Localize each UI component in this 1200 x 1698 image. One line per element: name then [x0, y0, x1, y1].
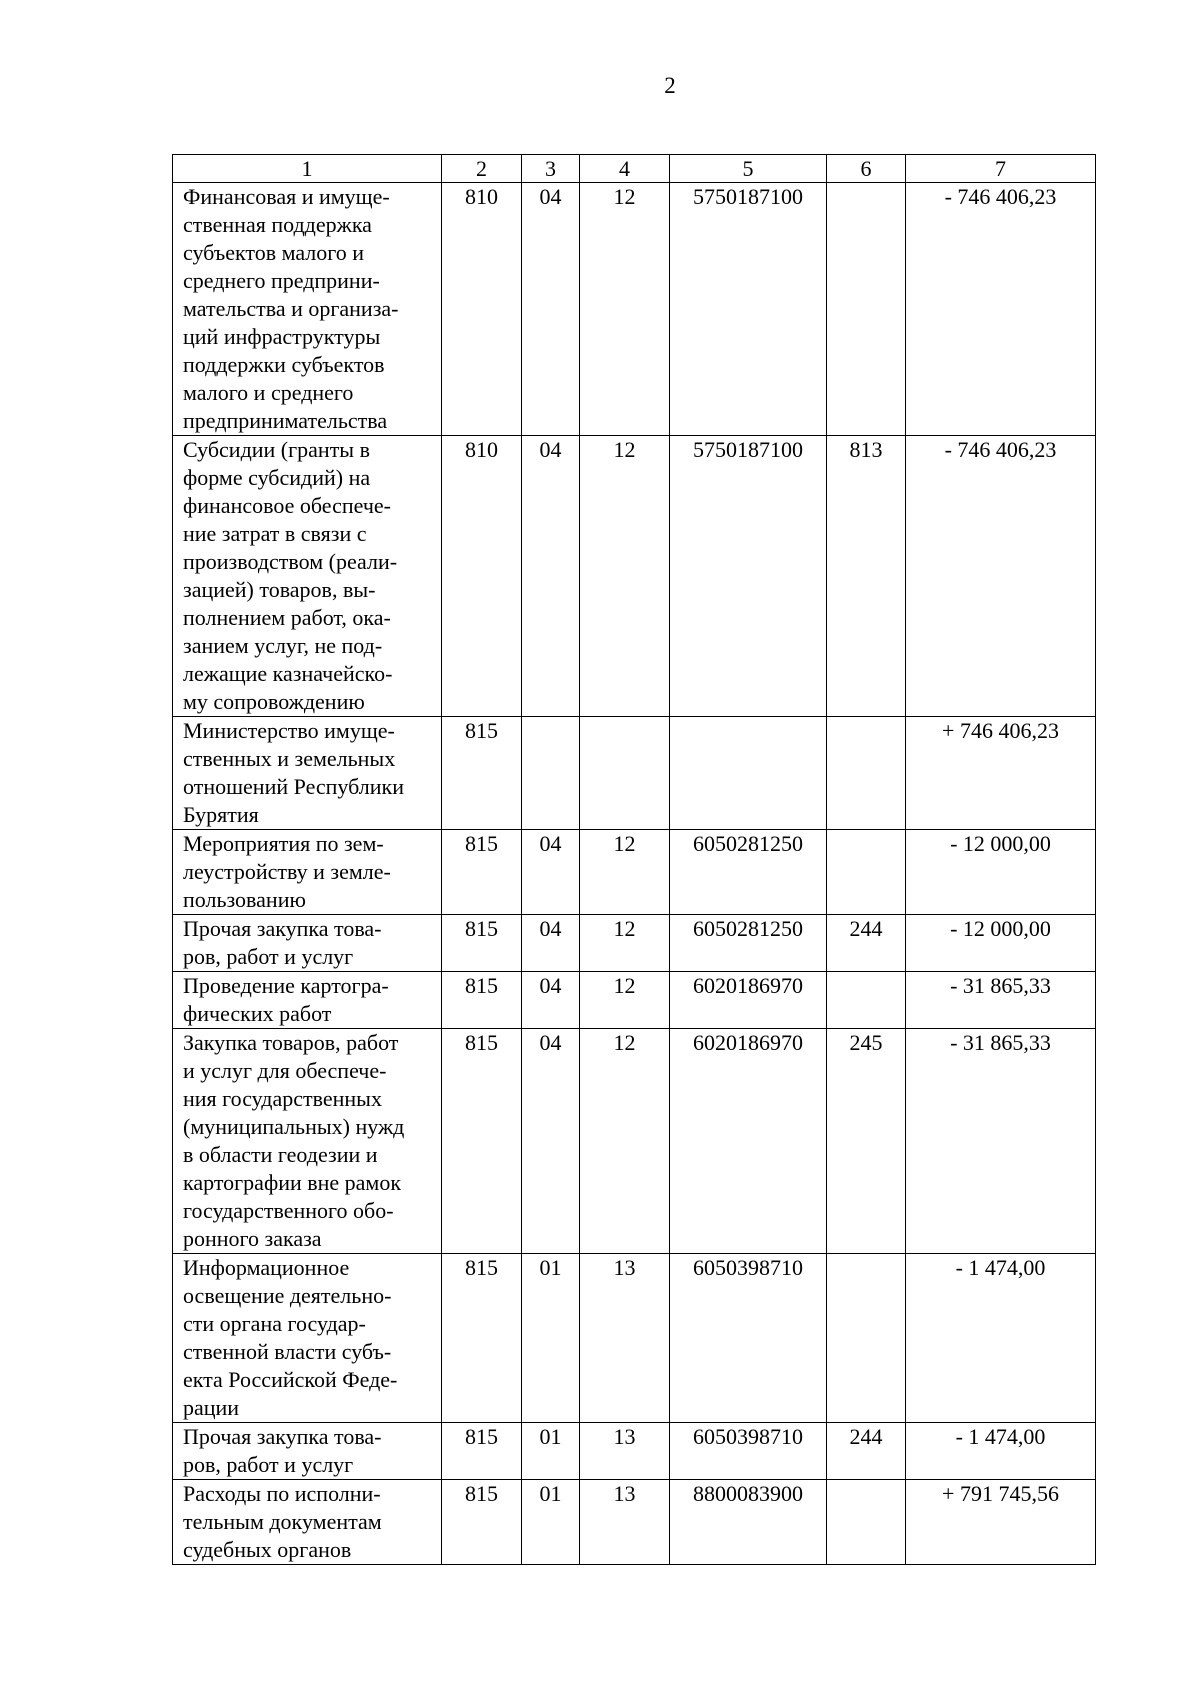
- column-header: 3: [522, 155, 580, 183]
- table-row: [173, 1480, 1096, 1565]
- row-name-line: ственных и земельных: [183, 746, 396, 771]
- admin-code-cell: 815: [442, 915, 522, 972]
- expense-type-code-cell: 245: [827, 1029, 906, 1254]
- row-name-line: ций инфраструктуры: [183, 324, 381, 349]
- target-article-code-cell: 6020186970: [670, 972, 827, 1029]
- table-row: [173, 183, 1096, 436]
- row-name-cell: [173, 436, 442, 717]
- row-name-line: Финансовая и имуще-: [183, 184, 390, 209]
- column-header: 1: [173, 155, 442, 183]
- table-row: [173, 915, 1096, 972]
- row-name-line: Прочая закупка това-: [183, 916, 382, 941]
- table-row: [173, 1029, 1096, 1254]
- row-name-line: отношений Республики: [183, 774, 404, 799]
- table-row: [173, 717, 1096, 830]
- row-name-line: ров, работ и услуг: [183, 944, 354, 969]
- section-code-cell: [522, 717, 580, 830]
- target-article-code-cell: 5750187100: [670, 436, 827, 717]
- section-code-cell: 04: [522, 436, 580, 717]
- subsection-code-cell: [580, 717, 670, 830]
- admin-code-cell: 815: [442, 1254, 522, 1423]
- amount-cell: - 746 406,23: [906, 183, 1096, 436]
- amount-cell: + 746 406,23: [906, 717, 1096, 830]
- row-name-line: и услуг для обеспече-: [183, 1058, 387, 1083]
- row-name-cell: [173, 915, 442, 972]
- target-article-code-cell: 8800083900: [670, 1480, 827, 1565]
- subsection-code-cell: 12: [580, 1029, 670, 1254]
- expense-type-code-cell: [827, 1480, 906, 1565]
- row-name-line: тельным документам: [183, 1509, 382, 1534]
- section-code-cell: 04: [522, 830, 580, 915]
- amount-cell: + 791 745,56: [906, 1480, 1096, 1565]
- subsection-code-cell: 12: [580, 830, 670, 915]
- row-name-line: сти органа государ-: [183, 1311, 366, 1336]
- table-row: [173, 972, 1096, 1029]
- amount-cell: - 12 000,00: [906, 830, 1096, 915]
- row-name-line: (муниципальных) нужд: [183, 1114, 405, 1139]
- section-code-cell: 01: [522, 1254, 580, 1423]
- row-name-line: Мероприятия по зем-: [183, 831, 384, 856]
- row-name-line: производством (реали-: [183, 549, 398, 574]
- row-name-line: картографии вне рамок: [183, 1170, 402, 1195]
- target-article-code-cell: 5750187100: [670, 183, 827, 436]
- table-body: [173, 183, 1096, 1565]
- row-name-cell: [173, 1029, 442, 1254]
- row-name-line: Субсидии (гранты в: [183, 437, 370, 462]
- target-article-code-cell: 6050281250: [670, 830, 827, 915]
- row-name-line: Министерство имуще-: [183, 718, 395, 743]
- section-code-cell: 01: [522, 1423, 580, 1480]
- row-name-line: ние затрат в связи с: [183, 521, 367, 546]
- subsection-code-cell: 13: [580, 1423, 670, 1480]
- row-name-line: ронного заказа: [183, 1226, 322, 1251]
- target-article-code-cell: 6050281250: [670, 915, 827, 972]
- row-name-line: лежащие казначейско-: [183, 661, 393, 686]
- amount-cell: - 31 865,33: [906, 1029, 1096, 1254]
- column-header: 2: [442, 155, 522, 183]
- row-name-cell: [173, 830, 442, 915]
- row-name-line: ственная поддержка: [183, 212, 372, 237]
- subsection-code-cell: 12: [580, 183, 670, 436]
- subsection-code-cell: 13: [580, 1254, 670, 1423]
- row-name-line: Проведение картогра-: [183, 973, 389, 998]
- amount-cell: - 1 474,00: [906, 1423, 1096, 1480]
- row-name-line: зацией) товаров, вы-: [183, 577, 376, 602]
- expense-type-code-cell: [827, 183, 906, 436]
- target-article-code-cell: 6050398710: [670, 1254, 827, 1423]
- subsection-code-cell: 12: [580, 915, 670, 972]
- expense-type-code-cell: [827, 830, 906, 915]
- expense-type-code-cell: [827, 972, 906, 1029]
- expense-type-code-cell: [827, 1254, 906, 1423]
- section-code-cell: 04: [522, 972, 580, 1029]
- expense-type-code-cell: [827, 717, 906, 830]
- row-name-line: Расходы по исполни-: [183, 1481, 381, 1506]
- amount-cell: - 1 474,00: [906, 1254, 1096, 1423]
- row-name-line: Информационное: [183, 1255, 350, 1280]
- page-number: 2: [664, 73, 676, 98]
- row-name-line: леустройству и земле-: [183, 859, 391, 884]
- admin-code-cell: 815: [442, 1480, 522, 1565]
- section-code-cell: 01: [522, 1480, 580, 1565]
- target-article-code-cell: [670, 717, 827, 830]
- row-name-line: ственной власти субъ-: [183, 1339, 392, 1364]
- section-code-cell: 04: [522, 1029, 580, 1254]
- row-name-line: ния государственных: [183, 1086, 382, 1111]
- amount-cell: - 746 406,23: [906, 436, 1096, 717]
- column-header: 6: [827, 155, 906, 183]
- target-article-code-cell: 6020186970: [670, 1029, 827, 1254]
- row-name-line: субъектов малого и: [183, 240, 365, 265]
- row-name-line: пользованию: [183, 887, 306, 912]
- row-name-line: Прочая закупка това-: [183, 1424, 382, 1449]
- section-code-cell: 04: [522, 183, 580, 436]
- row-name-line: ров, работ и услуг: [183, 1452, 354, 1477]
- row-name-line: мательства и организа-: [183, 296, 399, 321]
- subsection-code-cell: 13: [580, 1480, 670, 1565]
- row-name-line: полнением работ, ока-: [183, 605, 391, 630]
- row-name-cell: [173, 717, 442, 830]
- admin-code-cell: 810: [442, 183, 522, 436]
- admin-code-cell: 815: [442, 1423, 522, 1480]
- admin-code-cell: 810: [442, 436, 522, 717]
- row-name-cell: [173, 1254, 442, 1423]
- row-name-line: освещение деятельно-: [183, 1283, 392, 1308]
- admin-code-cell: 815: [442, 830, 522, 915]
- expense-type-code-cell: 244: [827, 915, 906, 972]
- admin-code-cell: 815: [442, 717, 522, 830]
- row-name-line: судебных органов: [183, 1537, 352, 1562]
- row-name-cell: [173, 972, 442, 1029]
- row-name-cell: [173, 1423, 442, 1480]
- header-row: [173, 155, 1096, 183]
- row-name-line: финансовое обеспече-: [183, 493, 392, 518]
- table-row: [173, 436, 1096, 717]
- row-name-line: в области геодезии и: [183, 1142, 378, 1167]
- amount-cell: - 31 865,33: [906, 972, 1096, 1029]
- admin-code-cell: 815: [442, 1029, 522, 1254]
- row-name-cell: [173, 1480, 442, 1565]
- column-header: 7: [906, 155, 1096, 183]
- row-name-line: Бурятия: [183, 802, 259, 827]
- row-name-line: екта Российской Феде-: [183, 1367, 398, 1392]
- amount-cell: - 12 000,00: [906, 915, 1096, 972]
- subsection-code-cell: 12: [580, 972, 670, 1029]
- row-name-line: государственного обо-: [183, 1198, 394, 1223]
- row-name-line: фических работ: [183, 1001, 332, 1026]
- admin-code-cell: 815: [442, 972, 522, 1029]
- row-name-line: предпринимательства: [183, 408, 388, 433]
- row-name-line: поддержки субъектов: [183, 352, 385, 377]
- row-name-line: форме субсидий) на: [183, 465, 371, 490]
- row-name-cell: [173, 183, 442, 436]
- section-code-cell: 04: [522, 915, 580, 972]
- budget-table: [172, 154, 1096, 1565]
- row-name-line: занием услуг, не под-: [183, 633, 383, 658]
- table-row: [173, 1254, 1096, 1423]
- row-name-line: среднего предприни-: [183, 268, 380, 293]
- row-name-line: рации: [183, 1395, 240, 1420]
- row-name-line: Закупка товаров, работ: [183, 1030, 399, 1055]
- row-name-line: му сопровождению: [183, 689, 365, 714]
- target-article-code-cell: 6050398710: [670, 1423, 827, 1480]
- row-name-line: малого и среднего: [183, 380, 354, 405]
- column-header: 5: [670, 155, 827, 183]
- table-row: [173, 1423, 1096, 1480]
- table-row: [173, 830, 1096, 915]
- column-header: 4: [580, 155, 670, 183]
- expense-type-code-cell: 244: [827, 1423, 906, 1480]
- expense-type-code-cell: 813: [827, 436, 906, 717]
- subsection-code-cell: 12: [580, 436, 670, 717]
